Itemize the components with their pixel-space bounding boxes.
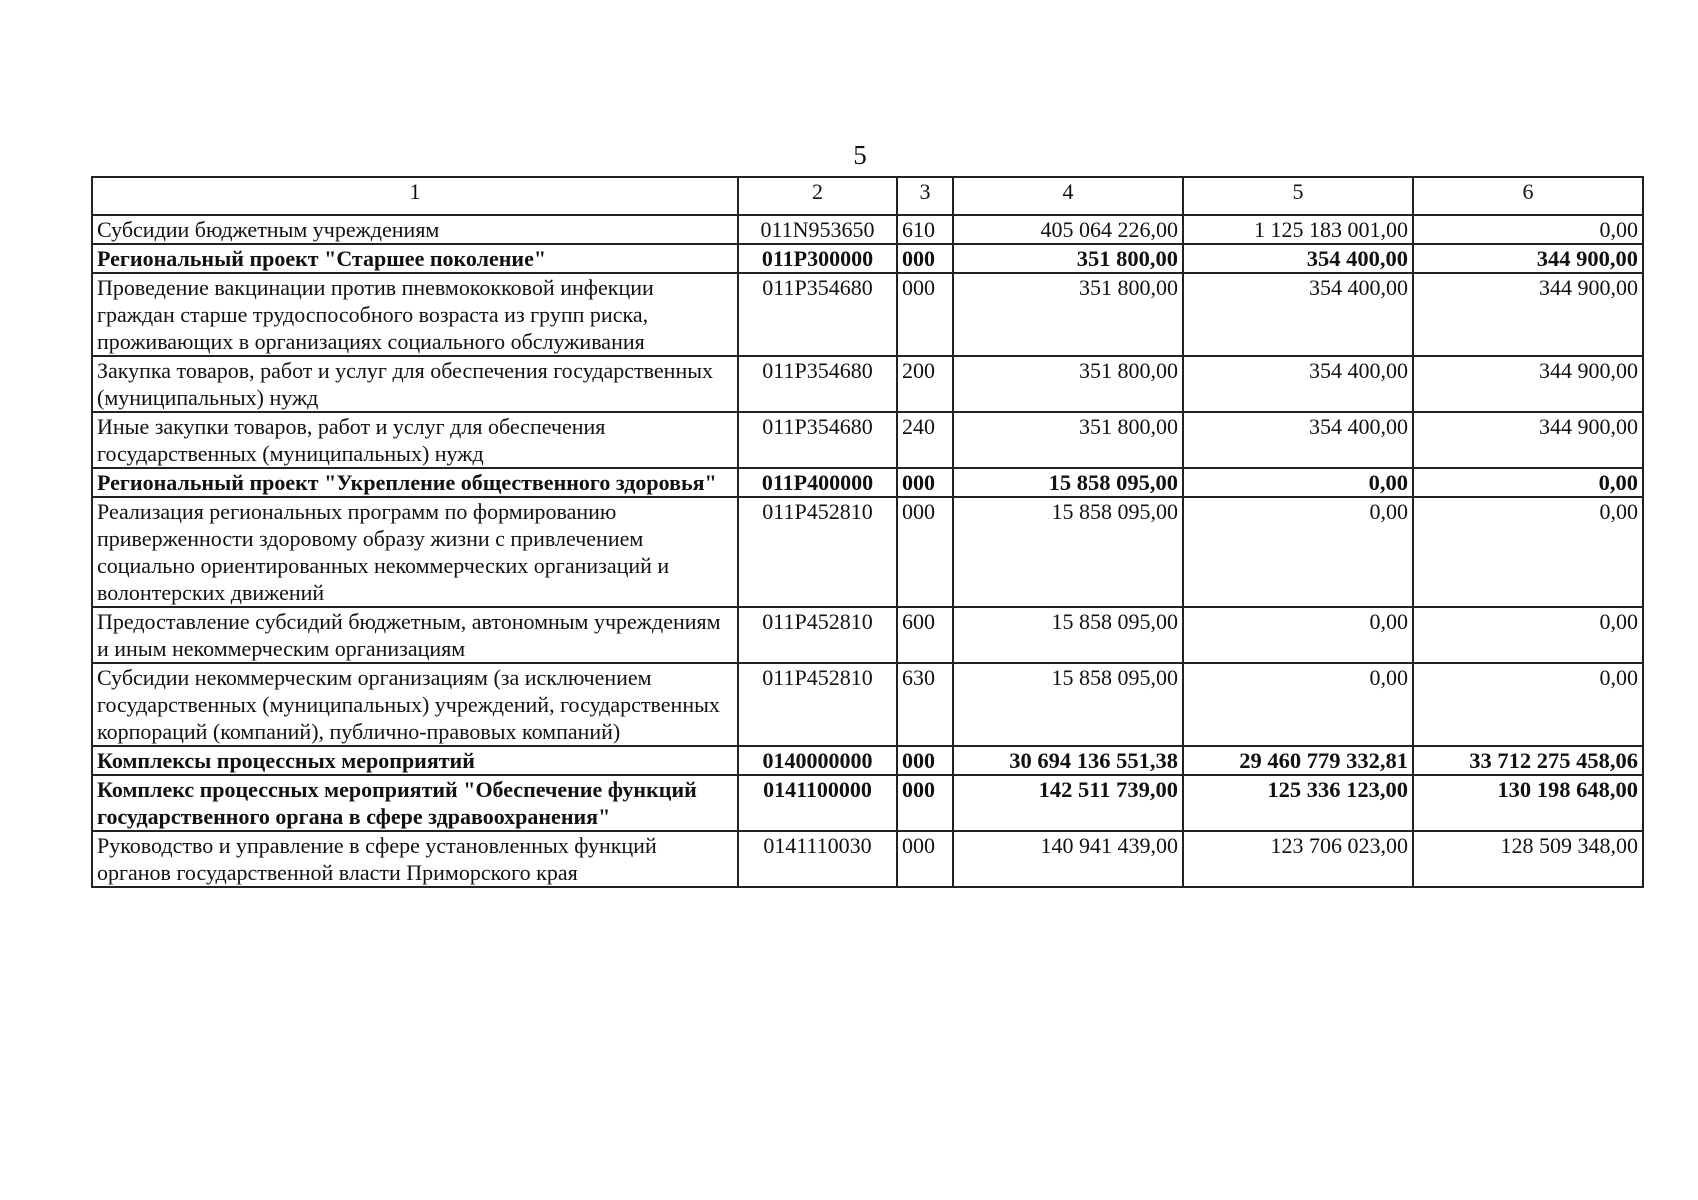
header-col-1: 1 [92, 177, 738, 215]
row-name: Субсидии бюджетным учреждениям [92, 215, 738, 244]
header-col-3: 3 [897, 177, 953, 215]
row-name: Руководство и управление в сфере установленных функций органов государственной власти Приморского края [92, 831, 738, 887]
row-amount-col4: 405 064 226,00 [953, 215, 1183, 244]
row-amount-col5: 1 125 183 001,00 [1183, 215, 1413, 244]
row-expense-type: 630 [897, 663, 953, 746]
row-amount-col6: 344 900,00 [1413, 412, 1643, 468]
row-amount-col6: 33 712 275 458,06 [1413, 746, 1643, 775]
table-row [92, 607, 1643, 663]
row-target-code: 011P354680 [738, 273, 897, 356]
row-amount-col4: 30 694 136 551,38 [953, 746, 1183, 775]
row-expense-type: 200 [897, 356, 953, 412]
row-amount-col5: 123 706 023,00 [1183, 831, 1413, 887]
row-amount-col6: 344 900,00 [1413, 244, 1643, 273]
row-amount-col5: 0,00 [1183, 663, 1413, 746]
row-expense-type: 000 [897, 831, 953, 887]
row-expense-type: 000 [897, 468, 953, 497]
row-expense-type: 240 [897, 412, 953, 468]
row-target-code: 011P452810 [738, 497, 897, 607]
row-expense-type: 000 [897, 746, 953, 775]
row-amount-col6: 0,00 [1413, 497, 1643, 607]
row-amount-col5: 354 400,00 [1183, 273, 1413, 356]
row-amount-col4: 15 858 095,00 [953, 607, 1183, 663]
row-amount-col5: 0,00 [1183, 468, 1413, 497]
table-row [92, 497, 1643, 607]
row-expense-type: 610 [897, 215, 953, 244]
row-name: Иные закупки товаров, работ и услуг для обеспечения государственных (муниципальных) нужд [92, 412, 738, 468]
row-amount-col4: 351 800,00 [953, 244, 1183, 273]
row-amount-col6: 130 198 648,00 [1413, 775, 1643, 831]
table-row [92, 746, 1643, 775]
table-row [92, 831, 1643, 887]
row-target-code: 011P354680 [738, 412, 897, 468]
row-amount-col5: 125 336 123,00 [1183, 775, 1413, 831]
table-row [92, 273, 1643, 356]
row-name: Региональный проект "Старшее поколение" [92, 244, 738, 273]
row-amount-col4: 142 511 739,00 [953, 775, 1183, 831]
row-amount-col4: 351 800,00 [953, 356, 1183, 412]
row-name: Проведение вакцинации против пневмококковой инфекции граждан старше трудоспособного возраста из групп риска, проживающих в организациях социального обслуживания [92, 273, 738, 356]
row-name: Региональный проект "Укрепление общественного здоровья" [92, 468, 738, 497]
row-amount-col6: 0,00 [1413, 607, 1643, 663]
row-amount-col5: 0,00 [1183, 607, 1413, 663]
row-target-code: 0140000000 [738, 746, 897, 775]
row-name: Комплексы процессных мероприятий [92, 746, 738, 775]
row-expense-type: 000 [897, 497, 953, 607]
row-amount-col6: 0,00 [1413, 215, 1643, 244]
row-amount-col5: 0,00 [1183, 497, 1413, 607]
row-amount-col6: 128 509 348,00 [1413, 831, 1643, 887]
row-amount-col4: 140 941 439,00 [953, 831, 1183, 887]
row-amount-col6: 0,00 [1413, 468, 1643, 497]
row-name: Субсидии некоммерческим организациям (за исключением государственных (муниципальных) учреждений, государственных корпораций (компаний), публично-правовых компаний) [92, 663, 738, 746]
header-row [92, 177, 1643, 215]
row-amount-col6: 0,00 [1413, 663, 1643, 746]
row-amount-col4: 351 800,00 [953, 412, 1183, 468]
header-col-4: 4 [953, 177, 1183, 215]
row-amount-col4: 15 858 095,00 [953, 663, 1183, 746]
page-number: 5 [853, 140, 867, 170]
header-col-5: 5 [1183, 177, 1413, 215]
row-amount-col6: 344 900,00 [1413, 356, 1643, 412]
row-expense-type: 000 [897, 775, 953, 831]
row-expense-type: 600 [897, 607, 953, 663]
table-row [92, 244, 1643, 273]
row-amount-col5: 29 460 779 332,81 [1183, 746, 1413, 775]
budget-table [91, 176, 1644, 888]
row-amount-col4: 15 858 095,00 [953, 497, 1183, 607]
row-name: Закупка товаров, работ и услуг для обеспечения государственных (муниципальных) нужд [92, 356, 738, 412]
header-col-2: 2 [738, 177, 897, 215]
row-amount-col5: 354 400,00 [1183, 356, 1413, 412]
row-name: Комплекс процессных мероприятий "Обеспечение функций государственного органа в сфере здравоохранения" [92, 775, 738, 831]
row-target-code: 011P354680 [738, 356, 897, 412]
table-row [92, 412, 1643, 468]
row-name: Предоставление субсидий бюджетным, автономным учреждениям и иным некоммерческим организациям [92, 607, 738, 663]
table-row [92, 775, 1643, 831]
row-amount-col5: 354 400,00 [1183, 244, 1413, 273]
row-amount-col5: 354 400,00 [1183, 412, 1413, 468]
row-target-code: 011P400000 [738, 468, 897, 497]
row-target-code: 0141110030 [738, 831, 897, 887]
table-row [92, 356, 1643, 412]
row-amount-col6: 344 900,00 [1413, 273, 1643, 356]
row-amount-col4: 15 858 095,00 [953, 468, 1183, 497]
table-row [92, 468, 1643, 497]
row-target-code: 011N953650 [738, 215, 897, 244]
row-target-code: 011P300000 [738, 244, 897, 273]
row-amount-col4: 351 800,00 [953, 273, 1183, 356]
row-target-code: 011P452810 [738, 607, 897, 663]
row-expense-type: 000 [897, 273, 953, 356]
header-col-6: 6 [1413, 177, 1643, 215]
row-target-code: 0141100000 [738, 775, 897, 831]
row-expense-type: 000 [897, 244, 953, 273]
table-row [92, 215, 1643, 244]
row-name: Реализация региональных программ по формированию приверженности здоровому образу жизни с привлечением социально ориентированных некоммерческих организаций и волонтерских движений [92, 497, 738, 607]
row-target-code: 011P452810 [738, 663, 897, 746]
table-row [92, 663, 1643, 746]
